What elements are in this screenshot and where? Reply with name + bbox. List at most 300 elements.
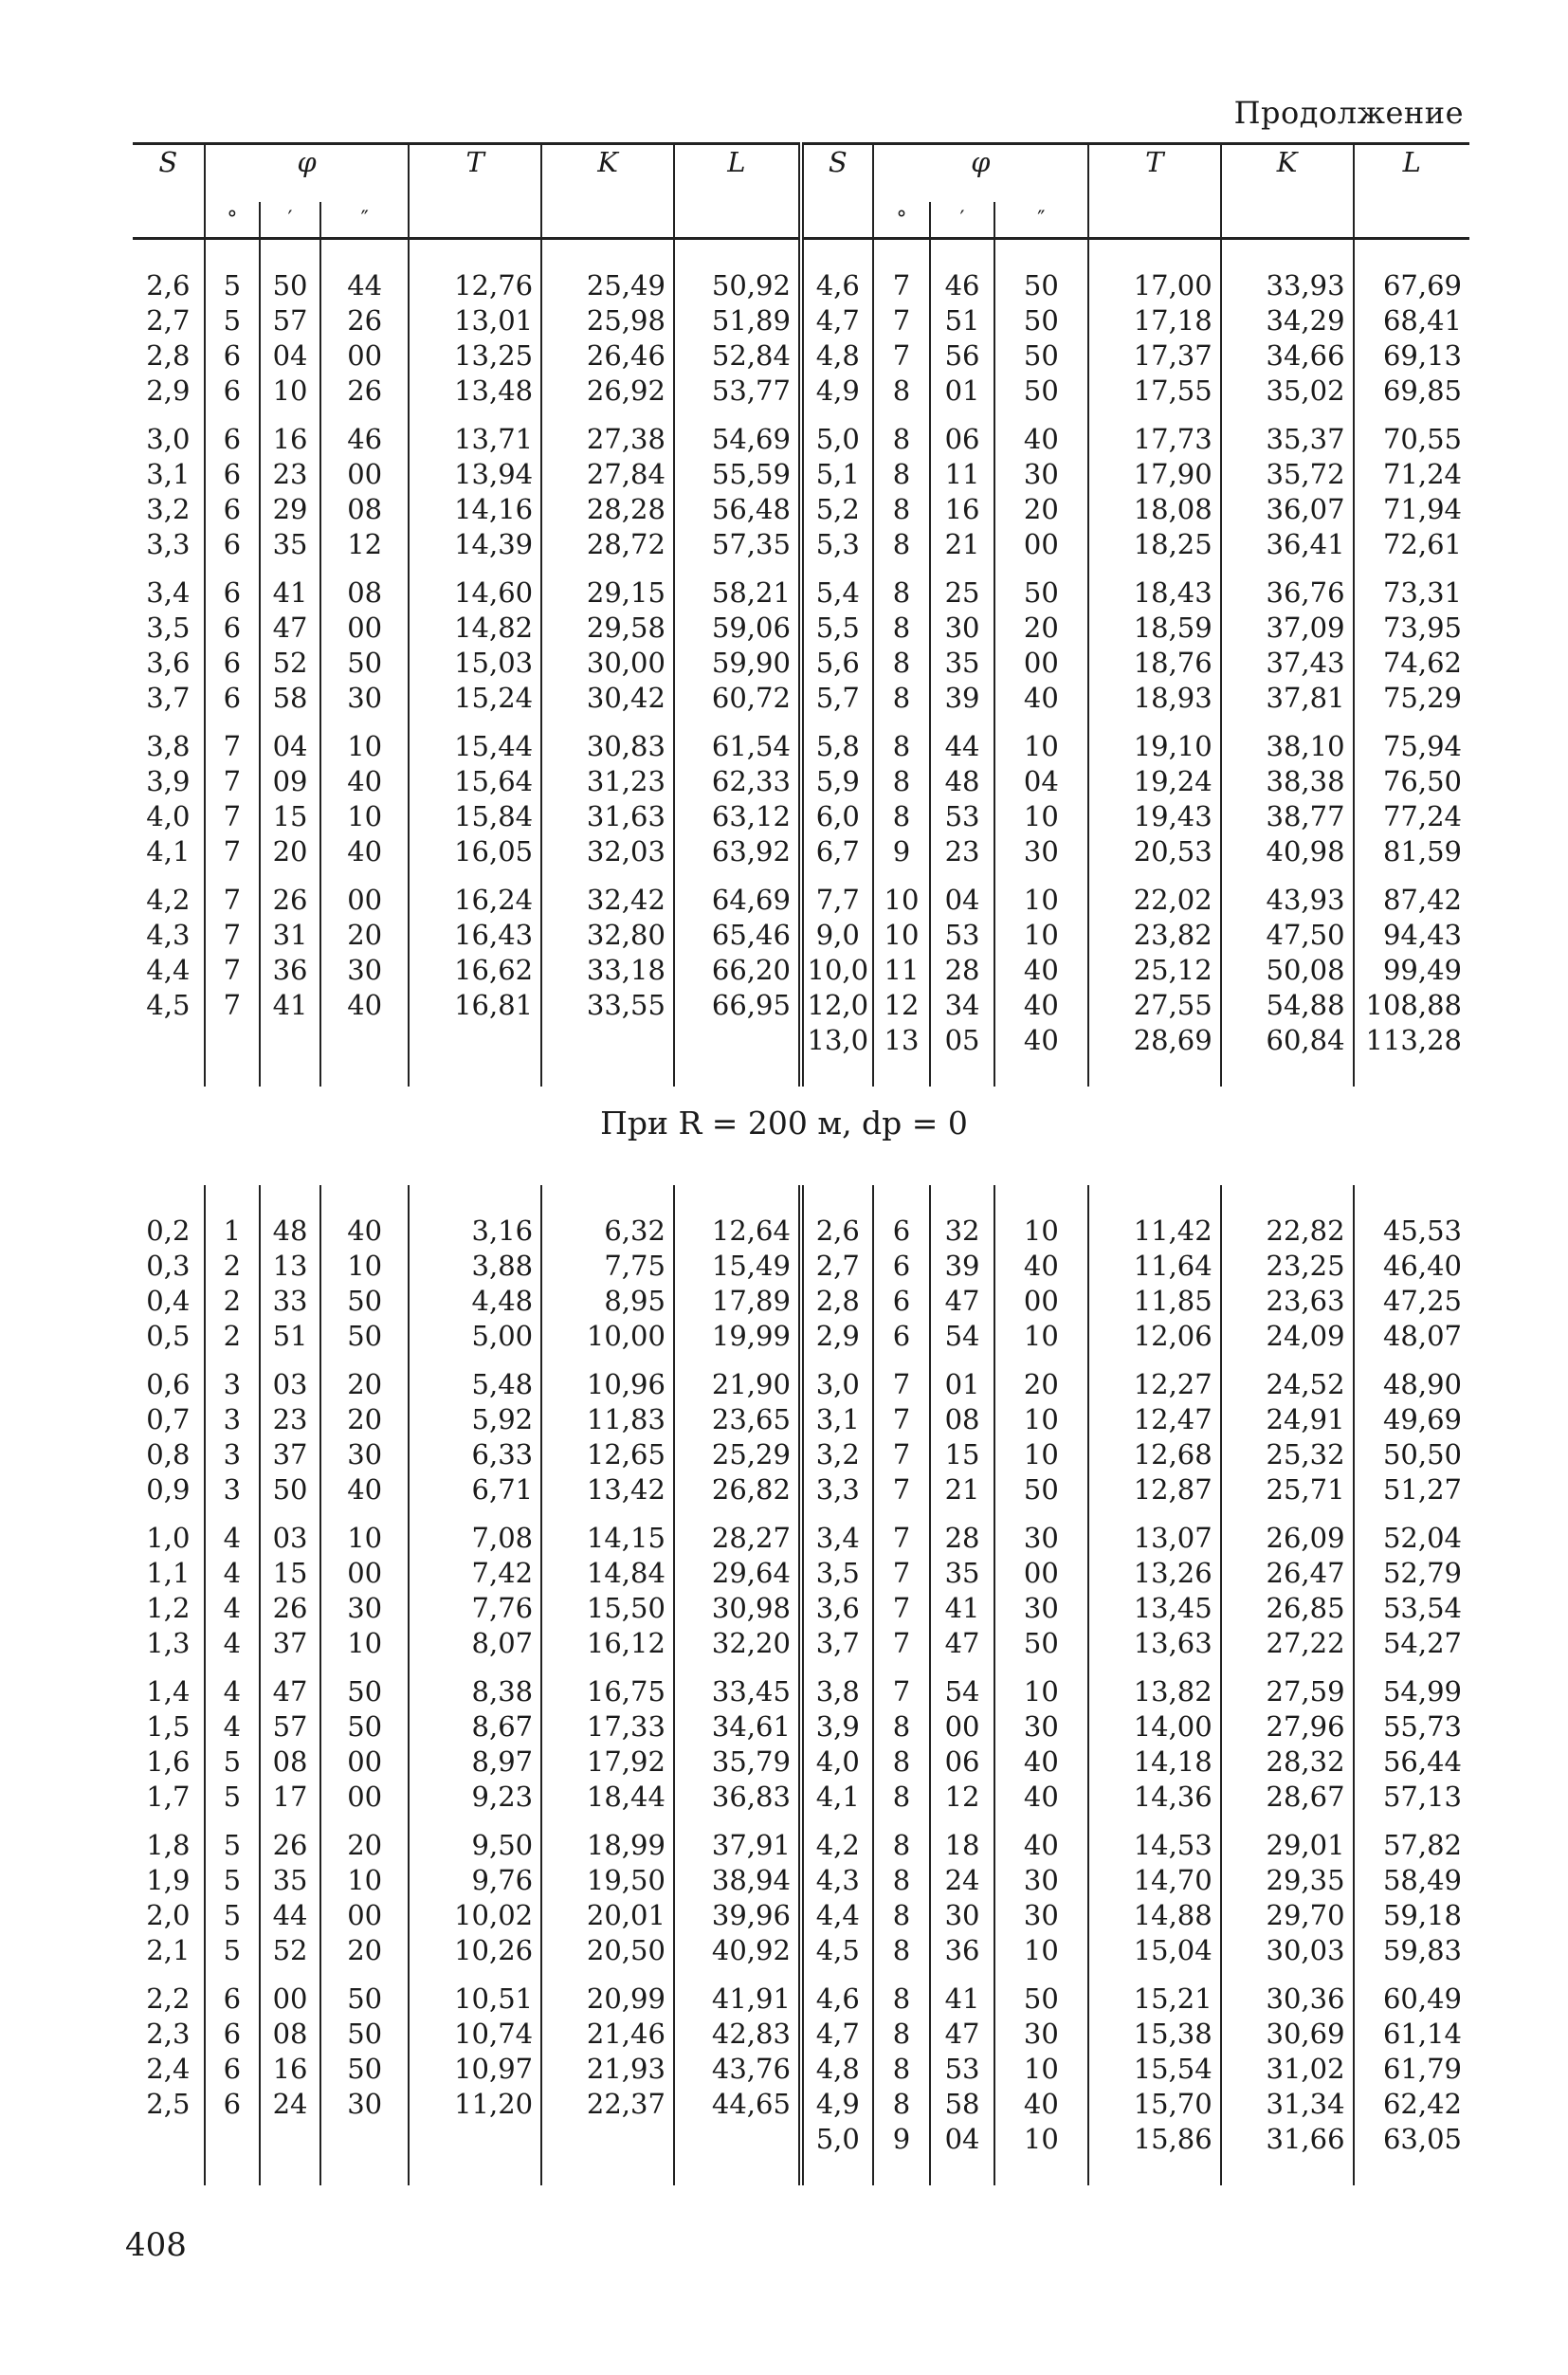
s-cell: 3,1 <box>146 458 191 490</box>
min-cell: 47 <box>930 2017 994 2052</box>
k-cell: 35,37 <box>1221 422 1354 457</box>
min-cell: 04 <box>260 338 320 374</box>
table-row <box>133 1023 1469 1058</box>
k-cell: 30,03 <box>1221 1933 1354 1968</box>
t-cell: 18,93 <box>1088 681 1221 716</box>
k-cell: 25,98 <box>541 303 674 338</box>
s-cell: 4,3 <box>801 1863 873 1898</box>
t-cell: 9,76 <box>409 1863 541 1898</box>
deg-cell: 4 <box>205 1709 260 1745</box>
sec-cell: 50 <box>320 1319 409 1354</box>
l-cell: 75,94 <box>1354 729 1469 764</box>
k-cell: 26,92 <box>541 374 674 409</box>
l-cell: 57,35 <box>674 527 801 562</box>
t-cell: 23,82 <box>1088 918 1221 953</box>
k-cell: 33,18 <box>541 953 674 988</box>
s-cell: 2,6 <box>801 1214 873 1249</box>
l-cell: 58,21 <box>674 575 801 611</box>
t-cell <box>409 2122 541 2157</box>
k-cell: 38,77 <box>1221 799 1354 834</box>
k-cell: 47,50 <box>1221 918 1354 953</box>
l-cell: 12,64 <box>674 1214 801 1249</box>
t-cell: 15,86 <box>1088 2122 1221 2157</box>
min-cell: 53 <box>930 799 994 834</box>
sec-cell: 30 <box>994 1591 1088 1626</box>
deg-cell: 7 <box>873 1367 931 1402</box>
s-cell: 3,8 <box>801 1674 873 1709</box>
min-cell: 51 <box>930 303 994 338</box>
table-row <box>133 1745 1469 1780</box>
min-cell: 15 <box>930 1437 994 1472</box>
s-cell: 10,0 <box>801 953 873 988</box>
sec-cell: 30 <box>320 1591 409 1626</box>
l-cell: 33,45 <box>674 1674 801 1709</box>
min-cell: 06 <box>930 422 994 457</box>
k-cell: 32,42 <box>541 883 674 918</box>
l-cell: 59,90 <box>674 646 801 681</box>
table-row <box>133 1933 1469 1968</box>
s-cell: 4,8 <box>801 338 873 374</box>
k-cell: 25,32 <box>1221 1437 1354 1472</box>
s-cell: 0,4 <box>146 1285 191 1317</box>
min-cell: 23 <box>260 457 320 492</box>
min-cell: 29 <box>260 492 320 527</box>
l-cell: 19,99 <box>674 1319 801 1354</box>
deg-cell: 7 <box>873 1437 931 1472</box>
sec-cell: 20 <box>994 1367 1088 1402</box>
t-cell: 7,42 <box>409 1556 541 1591</box>
sec-cell: 40 <box>994 422 1088 457</box>
t-cell: 13,48 <box>409 374 541 409</box>
table-row <box>133 1828 1469 1863</box>
k-cell: 34,66 <box>1221 338 1354 374</box>
min-cell: 26 <box>260 1591 320 1626</box>
min-cell: 54 <box>930 1674 994 1709</box>
k-cell: 31,23 <box>541 764 674 799</box>
t-cell: 12,27 <box>1088 1367 1221 1402</box>
min-cell <box>260 1023 320 1058</box>
l-cell: 73,31 <box>1354 575 1469 611</box>
s-cell: 1,6 <box>146 1745 191 1778</box>
s-cell: 4,7 <box>801 303 873 338</box>
l-cell: 55,59 <box>674 457 801 492</box>
deg-cell: 2 <box>205 1284 260 1319</box>
min-cell: 04 <box>930 883 994 918</box>
table-row <box>133 1402 1469 1437</box>
s-cell: 4,1 <box>801 1780 873 1815</box>
t-cell: 13,94 <box>409 457 541 492</box>
s-cell: 1,8 <box>146 1829 191 1861</box>
min-cell: 53 <box>930 918 994 953</box>
min-cell: 47 <box>260 611 320 646</box>
min-cell: 01 <box>930 1367 994 1402</box>
table-row <box>133 2052 1469 2087</box>
table-row <box>133 988 1469 1023</box>
l-cell: 60,49 <box>1354 1982 1469 2017</box>
deg-cell: 3 <box>205 1402 260 1437</box>
col-header-t: T <box>1088 144 1221 239</box>
min-cell: 44 <box>260 1898 320 1933</box>
min-cell: 31 <box>260 918 320 953</box>
s-cell: 5,3 <box>801 527 873 562</box>
sec-cell: 50 <box>994 268 1088 303</box>
t-cell: 8,67 <box>409 1709 541 1745</box>
deg-cell: 8 <box>873 374 931 409</box>
table-row <box>133 646 1469 681</box>
t-cell: 14,53 <box>1088 1828 1221 1863</box>
k-cell: 20,50 <box>541 1933 674 1968</box>
l-cell: 68,41 <box>1354 303 1469 338</box>
l-cell: 38,94 <box>674 1863 801 1898</box>
deg-cell: 4 <box>205 1591 260 1626</box>
l-cell: 51,27 <box>1354 1472 1469 1507</box>
deg-cell: 6 <box>205 492 260 527</box>
k-cell: 27,84 <box>541 457 674 492</box>
s-cell: 3,3 <box>146 528 191 560</box>
k-cell: 31,02 <box>1221 2052 1354 2087</box>
l-cell: 42,83 <box>674 2017 801 2052</box>
deg-cell: 7 <box>205 834 260 869</box>
s-cell <box>133 2122 205 2157</box>
l-cell: 26,82 <box>674 1472 801 1507</box>
s-cell: 4,7 <box>801 2017 873 2052</box>
t-cell: 4,48 <box>409 1284 541 1319</box>
t-cell: 16,43 <box>409 918 541 953</box>
t-cell: 7,08 <box>409 1521 541 1556</box>
deg-cell: 7 <box>873 1626 931 1661</box>
sec-cell: 10 <box>994 2122 1088 2157</box>
k-cell: 28,32 <box>1221 1745 1354 1780</box>
l-cell: 69,85 <box>1354 374 1469 409</box>
min-cell: 41 <box>260 988 320 1023</box>
s-cell: 4,4 <box>801 1898 873 1933</box>
s-cell: 0,2 <box>146 1215 191 1247</box>
deg-cell: 9 <box>873 834 931 869</box>
s-cell: 9,0 <box>801 918 873 953</box>
l-cell: 54,99 <box>1354 1674 1469 1709</box>
table-row <box>133 764 1469 799</box>
k-cell: 35,72 <box>1221 457 1354 492</box>
t-cell: 18,25 <box>1088 527 1221 562</box>
deg-cell: 8 <box>873 1745 931 1780</box>
s-cell: 0,6 <box>146 1368 191 1400</box>
l-cell: 15,49 <box>674 1249 801 1284</box>
table-row <box>133 1472 1469 1507</box>
min-cell: 17 <box>260 1780 320 1815</box>
s-cell: 3,5 <box>146 612 191 644</box>
min-cell: 41 <box>930 1982 994 2017</box>
deg-cell: 5 <box>205 1828 260 1863</box>
min-cell: 03 <box>260 1521 320 1556</box>
s-cell: 1,2 <box>146 1592 191 1624</box>
k-cell <box>541 2122 674 2157</box>
col-header-minutes: ′ <box>260 202 320 239</box>
s-cell: 3,4 <box>801 1521 873 1556</box>
t-cell: 14,60 <box>409 575 541 611</box>
sec-cell: 10 <box>994 1402 1088 1437</box>
table-row <box>133 1982 1469 2017</box>
sec-cell: 10 <box>320 1521 409 1556</box>
t-cell: 19,24 <box>1088 764 1221 799</box>
t-cell: 11,20 <box>409 2087 541 2122</box>
col-header-seconds: ″ <box>994 202 1088 239</box>
sec-cell: 50 <box>320 2017 409 2052</box>
k-cell: 26,46 <box>541 338 674 374</box>
sec-cell: 30 <box>994 834 1088 869</box>
t-cell: 15,03 <box>409 646 541 681</box>
min-cell: 05 <box>930 1023 994 1058</box>
table-row <box>133 268 1469 303</box>
t-cell: 17,73 <box>1088 422 1221 457</box>
min-cell: 51 <box>260 1319 320 1354</box>
l-cell: 44,65 <box>674 2087 801 2122</box>
t-cell: 14,18 <box>1088 1745 1221 1780</box>
t-cell: 5,00 <box>409 1319 541 1354</box>
l-cell: 76,50 <box>1354 764 1469 799</box>
min-cell: 46 <box>930 268 994 303</box>
deg-cell: 7 <box>205 953 260 988</box>
min-cell: 33 <box>260 1284 320 1319</box>
deg-cell: 8 <box>873 575 931 611</box>
l-cell: 34,61 <box>674 1709 801 1745</box>
sec-cell: 10 <box>994 799 1088 834</box>
k-cell: 33,55 <box>541 988 674 1023</box>
deg-cell: 6 <box>205 575 260 611</box>
t-cell: 22,02 <box>1088 883 1221 918</box>
min-cell: 36 <box>260 953 320 988</box>
k-cell: 54,88 <box>1221 988 1354 1023</box>
k-cell: 37,09 <box>1221 611 1354 646</box>
col-header-l: L <box>1354 144 1469 239</box>
deg-cell: 6 <box>873 1249 931 1284</box>
deg-cell: 7 <box>873 1674 931 1709</box>
sec-cell: 26 <box>320 303 409 338</box>
table-row <box>133 883 1469 918</box>
min-cell: 54 <box>930 1319 994 1354</box>
s-cell: 3,6 <box>801 1591 873 1626</box>
k-cell: 36,41 <box>1221 527 1354 562</box>
col-header-k: K <box>1221 144 1354 239</box>
s-cell: 2,7 <box>146 304 191 337</box>
k-cell: 28,28 <box>541 492 674 527</box>
s-cell: 3,8 <box>146 730 191 762</box>
deg-cell: 7 <box>205 988 260 1023</box>
s-cell: 0,5 <box>146 1320 191 1352</box>
sec-cell: 50 <box>994 374 1088 409</box>
s-cell: 3,7 <box>801 1626 873 1661</box>
deg-cell: 5 <box>205 1933 260 1968</box>
t-cell: 13,71 <box>409 422 541 457</box>
k-cell: 29,01 <box>1221 1828 1354 1863</box>
l-cell: 39,96 <box>674 1898 801 1933</box>
sec-cell: 50 <box>320 1674 409 1709</box>
min-cell: 15 <box>260 1556 320 1591</box>
s-cell: 5,7 <box>801 681 873 716</box>
sec-cell: 40 <box>994 1780 1088 1815</box>
deg-cell: 8 <box>873 729 931 764</box>
l-cell: 73,95 <box>1354 611 1469 646</box>
k-cell: 30,69 <box>1221 2017 1354 2052</box>
t-cell: 18,43 <box>1088 575 1221 611</box>
l-cell: 53,54 <box>1354 1591 1469 1626</box>
deg-cell: 7 <box>205 883 260 918</box>
deg-cell: 8 <box>873 1982 931 2017</box>
k-cell: 31,34 <box>1221 2087 1354 2122</box>
t-cell: 9,50 <box>409 1828 541 1863</box>
sec-cell: 00 <box>320 1780 409 1815</box>
k-cell: 30,42 <box>541 681 674 716</box>
k-cell: 31,63 <box>541 799 674 834</box>
k-cell: 14,84 <box>541 1556 674 1591</box>
l-cell: 36,83 <box>674 1780 801 1815</box>
table-row <box>133 1556 1469 1591</box>
t-cell: 8,38 <box>409 1674 541 1709</box>
table-row <box>133 1319 1469 1354</box>
k-cell: 30,36 <box>1221 1982 1354 2017</box>
s-cell: 5,6 <box>801 646 873 681</box>
k-cell: 23,63 <box>1221 1284 1354 1319</box>
s-cell: 1,4 <box>146 1675 191 1708</box>
min-cell: 24 <box>260 2087 320 2122</box>
min-cell: 28 <box>930 953 994 988</box>
t-cell: 12,76 <box>409 268 541 303</box>
sec-cell: 50 <box>994 338 1088 374</box>
min-cell: 37 <box>260 1626 320 1661</box>
sec-cell: 30 <box>320 953 409 988</box>
deg-cell: 13 <box>873 1023 931 1058</box>
s-cell: 2,2 <box>146 1982 191 2015</box>
t-cell <box>409 1023 541 1058</box>
deg-cell: 8 <box>873 527 931 562</box>
table-row <box>133 1284 1469 1319</box>
k-cell: 25,49 <box>541 268 674 303</box>
l-cell: 67,69 <box>1354 268 1469 303</box>
l-cell: 61,54 <box>674 729 801 764</box>
min-cell: 28 <box>930 1521 994 1556</box>
sec-cell: 50 <box>320 2052 409 2087</box>
k-cell: 24,09 <box>1221 1319 1354 1354</box>
t-cell: 14,36 <box>1088 1780 1221 1815</box>
l-cell: 63,92 <box>674 834 801 869</box>
min-cell: 26 <box>260 883 320 918</box>
sec-cell: 20 <box>994 611 1088 646</box>
min-cell: 48 <box>260 1214 320 1249</box>
s-cell: 2,3 <box>146 2018 191 2050</box>
l-cell: 56,48 <box>674 492 801 527</box>
t-cell: 12,87 <box>1088 1472 1221 1507</box>
t-cell: 17,90 <box>1088 457 1221 492</box>
l-cell: 37,91 <box>674 1828 801 1863</box>
col-header-degrees: ° <box>205 202 260 239</box>
sec-cell: 00 <box>994 527 1088 562</box>
min-cell: 16 <box>260 422 320 457</box>
min-cell: 26 <box>260 1828 320 1863</box>
k-cell: 34,29 <box>1221 303 1354 338</box>
l-cell: 72,61 <box>1354 527 1469 562</box>
l-cell <box>674 2122 801 2157</box>
min-cell: 47 <box>930 1626 994 1661</box>
l-cell: 94,43 <box>1354 918 1469 953</box>
l-cell: 61,79 <box>1354 2052 1469 2087</box>
l-cell: 63,05 <box>1354 2122 1469 2157</box>
deg-cell: 6 <box>205 422 260 457</box>
sec-cell: 30 <box>994 1709 1088 1745</box>
s-cell: 3,0 <box>801 1367 873 1402</box>
t-cell: 3,88 <box>409 1249 541 1284</box>
deg-cell: 5 <box>205 303 260 338</box>
k-cell: 27,38 <box>541 422 674 457</box>
s-cell: 1,5 <box>146 1710 191 1743</box>
l-cell: 51,89 <box>674 303 801 338</box>
s-cell: 4,6 <box>801 268 873 303</box>
sec-cell: 30 <box>320 1437 409 1472</box>
s-cell: 4,1 <box>146 835 191 868</box>
sec-cell: 50 <box>994 303 1088 338</box>
deg-cell: 2 <box>205 1319 260 1354</box>
t-cell: 14,88 <box>1088 1898 1221 1933</box>
k-cell: 24,52 <box>1221 1367 1354 1402</box>
table-row <box>133 1780 1469 1815</box>
l-cell: 21,90 <box>674 1367 801 1402</box>
t-cell: 6,71 <box>409 1472 541 1507</box>
k-cell: 14,15 <box>541 1521 674 1556</box>
deg-cell: 8 <box>873 1933 931 1968</box>
l-cell: 69,13 <box>1354 338 1469 374</box>
min-cell: 04 <box>260 729 320 764</box>
s-cell: 4,0 <box>146 800 191 832</box>
min-cell: 16 <box>260 2052 320 2087</box>
sec-cell: 44 <box>320 268 409 303</box>
s-cell: 2,0 <box>146 1899 191 1931</box>
l-cell: 54,69 <box>674 422 801 457</box>
sec-cell: 00 <box>994 1556 1088 1591</box>
deg-cell: 6 <box>205 457 260 492</box>
sec-cell: 40 <box>994 988 1088 1023</box>
min-cell: 37 <box>260 1437 320 1472</box>
k-cell: 26,09 <box>1221 1521 1354 1556</box>
k-cell: 29,35 <box>1221 1863 1354 1898</box>
s-cell: 5,9 <box>801 764 873 799</box>
sec-cell: 50 <box>994 1626 1088 1661</box>
min-cell: 32 <box>930 1214 994 1249</box>
min-cell: 57 <box>260 1709 320 1745</box>
sec-cell: 20 <box>320 1828 409 1863</box>
s-cell: 2,9 <box>801 1319 873 1354</box>
t-cell: 9,23 <box>409 1780 541 1815</box>
s-cell: 3,6 <box>146 647 191 679</box>
min-cell: 58 <box>260 681 320 716</box>
table-row <box>133 1626 1469 1661</box>
deg-cell: 7 <box>205 764 260 799</box>
deg-cell: 3 <box>205 1472 260 1507</box>
s-cell: 3,9 <box>801 1709 873 1745</box>
l-cell: 55,73 <box>1354 1709 1469 1745</box>
sec-cell: 20 <box>320 1367 409 1402</box>
t-cell: 15,54 <box>1088 2052 1221 2087</box>
l-cell: 113,28 <box>1354 1023 1469 1058</box>
deg-cell: 12 <box>873 988 931 1023</box>
col-header-phi: φ <box>873 144 1088 203</box>
sec-cell: 40 <box>994 1745 1088 1780</box>
deg-cell: 8 <box>873 2052 931 2087</box>
t-cell: 13,82 <box>1088 1674 1221 1709</box>
table-row <box>133 2087 1469 2122</box>
col-header-seconds: ″ <box>320 202 409 239</box>
sec-cell <box>320 2122 409 2157</box>
t-cell: 14,00 <box>1088 1709 1221 1745</box>
s-cell: 5,2 <box>801 492 873 527</box>
l-cell: 53,77 <box>674 374 801 409</box>
